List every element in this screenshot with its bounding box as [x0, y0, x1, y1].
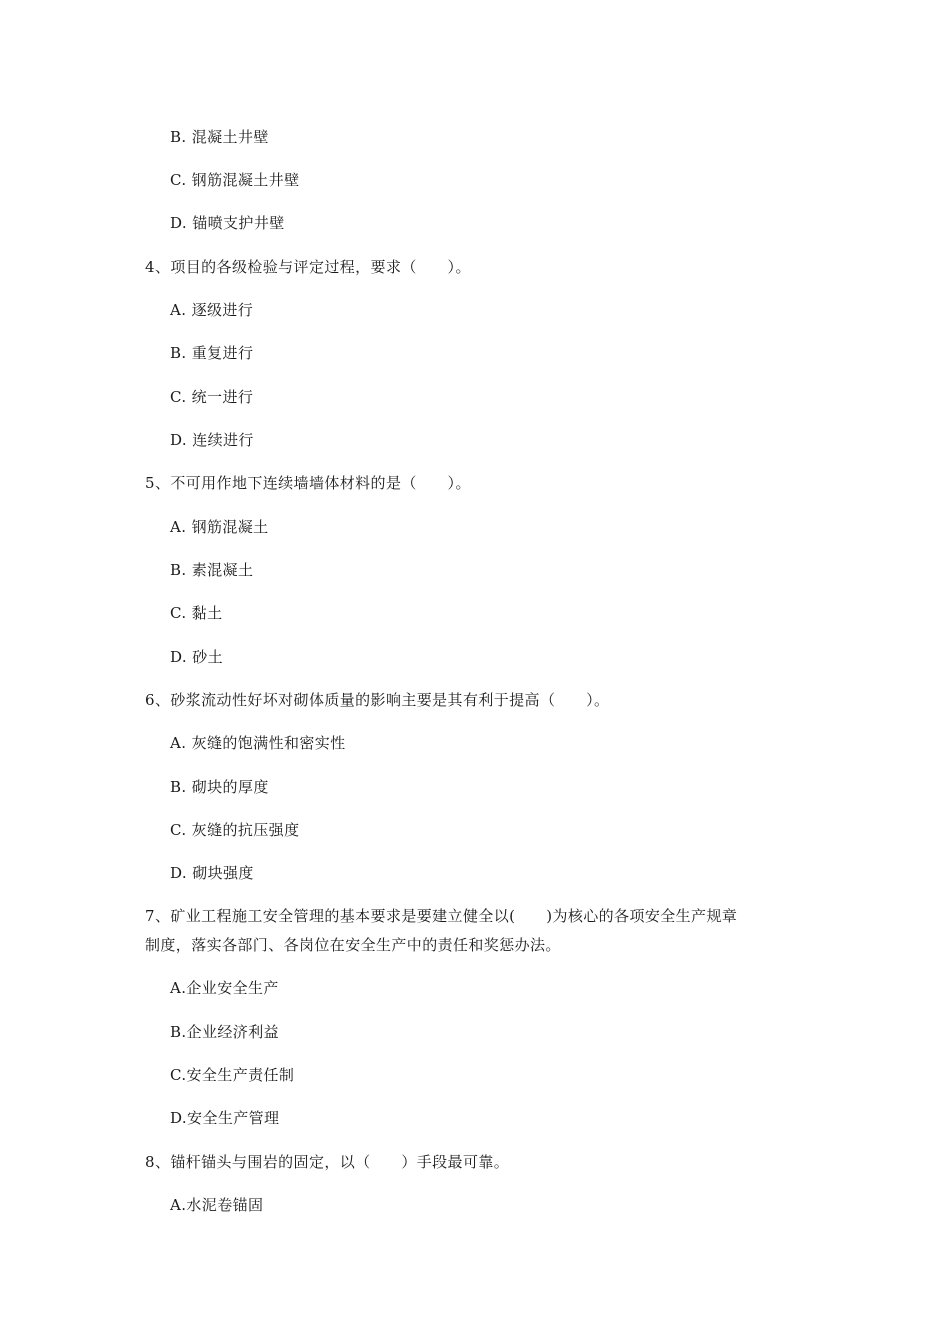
option-6d: D. 砌块强度	[170, 864, 254, 882]
question-5: 5、不可用作地下连续墙墙体材料的是（ ）。	[145, 474, 471, 492]
question-7-line-1: 7、矿业工程施工安全管理的基本要求是要建立健全以( )为核心的各项安全生产规章	[145, 907, 738, 925]
question-7-line-2: 制度，落实各部门、各岗位在安全生产中的责任和奖惩办法。	[145, 936, 561, 954]
option-5b: B. 素混凝土	[170, 561, 254, 579]
option-7b: B.企业经济利益	[170, 1023, 279, 1041]
option-7a: A.企业安全生产	[170, 979, 279, 997]
option-8a: A.水泥卷锚固	[170, 1196, 264, 1214]
option-7c: C.安全生产责任制	[170, 1066, 295, 1084]
option-6b: B. 砌块的厚度	[170, 778, 269, 796]
option-5d: D. 砂土	[170, 648, 224, 666]
option-3d: D. 锚喷支护井壁	[170, 214, 285, 232]
option-3b: B. 混凝土井壁	[170, 128, 269, 146]
option-5a: A. 钢筋混凝土	[170, 518, 269, 536]
option-6a: A. 灰缝的饱满性和密实性	[170, 734, 346, 752]
option-3c: C. 钢筋混凝土井壁	[170, 171, 300, 189]
option-6c: C. 灰缝的抗压强度	[170, 821, 300, 839]
question-4: 4、项目的各级检验与评定过程，要求（ ）。	[145, 258, 471, 276]
question-8: 8、锚杆锚头与围岩的固定，以（ ）手段最可靠。	[145, 1153, 510, 1171]
option-4d: D. 连续进行	[170, 431, 254, 449]
question-6: 6、砂浆流动性好坏对砌体质量的影响主要是其有利于提高（ ）。	[145, 691, 610, 709]
option-4a: A. 逐级进行	[170, 301, 254, 319]
option-7d: D.安全生产管理	[170, 1109, 280, 1127]
option-4c: C. 统一进行	[170, 388, 254, 406]
option-5c: C. 黏土	[170, 604, 223, 622]
option-4b: B. 重复进行	[170, 344, 254, 362]
